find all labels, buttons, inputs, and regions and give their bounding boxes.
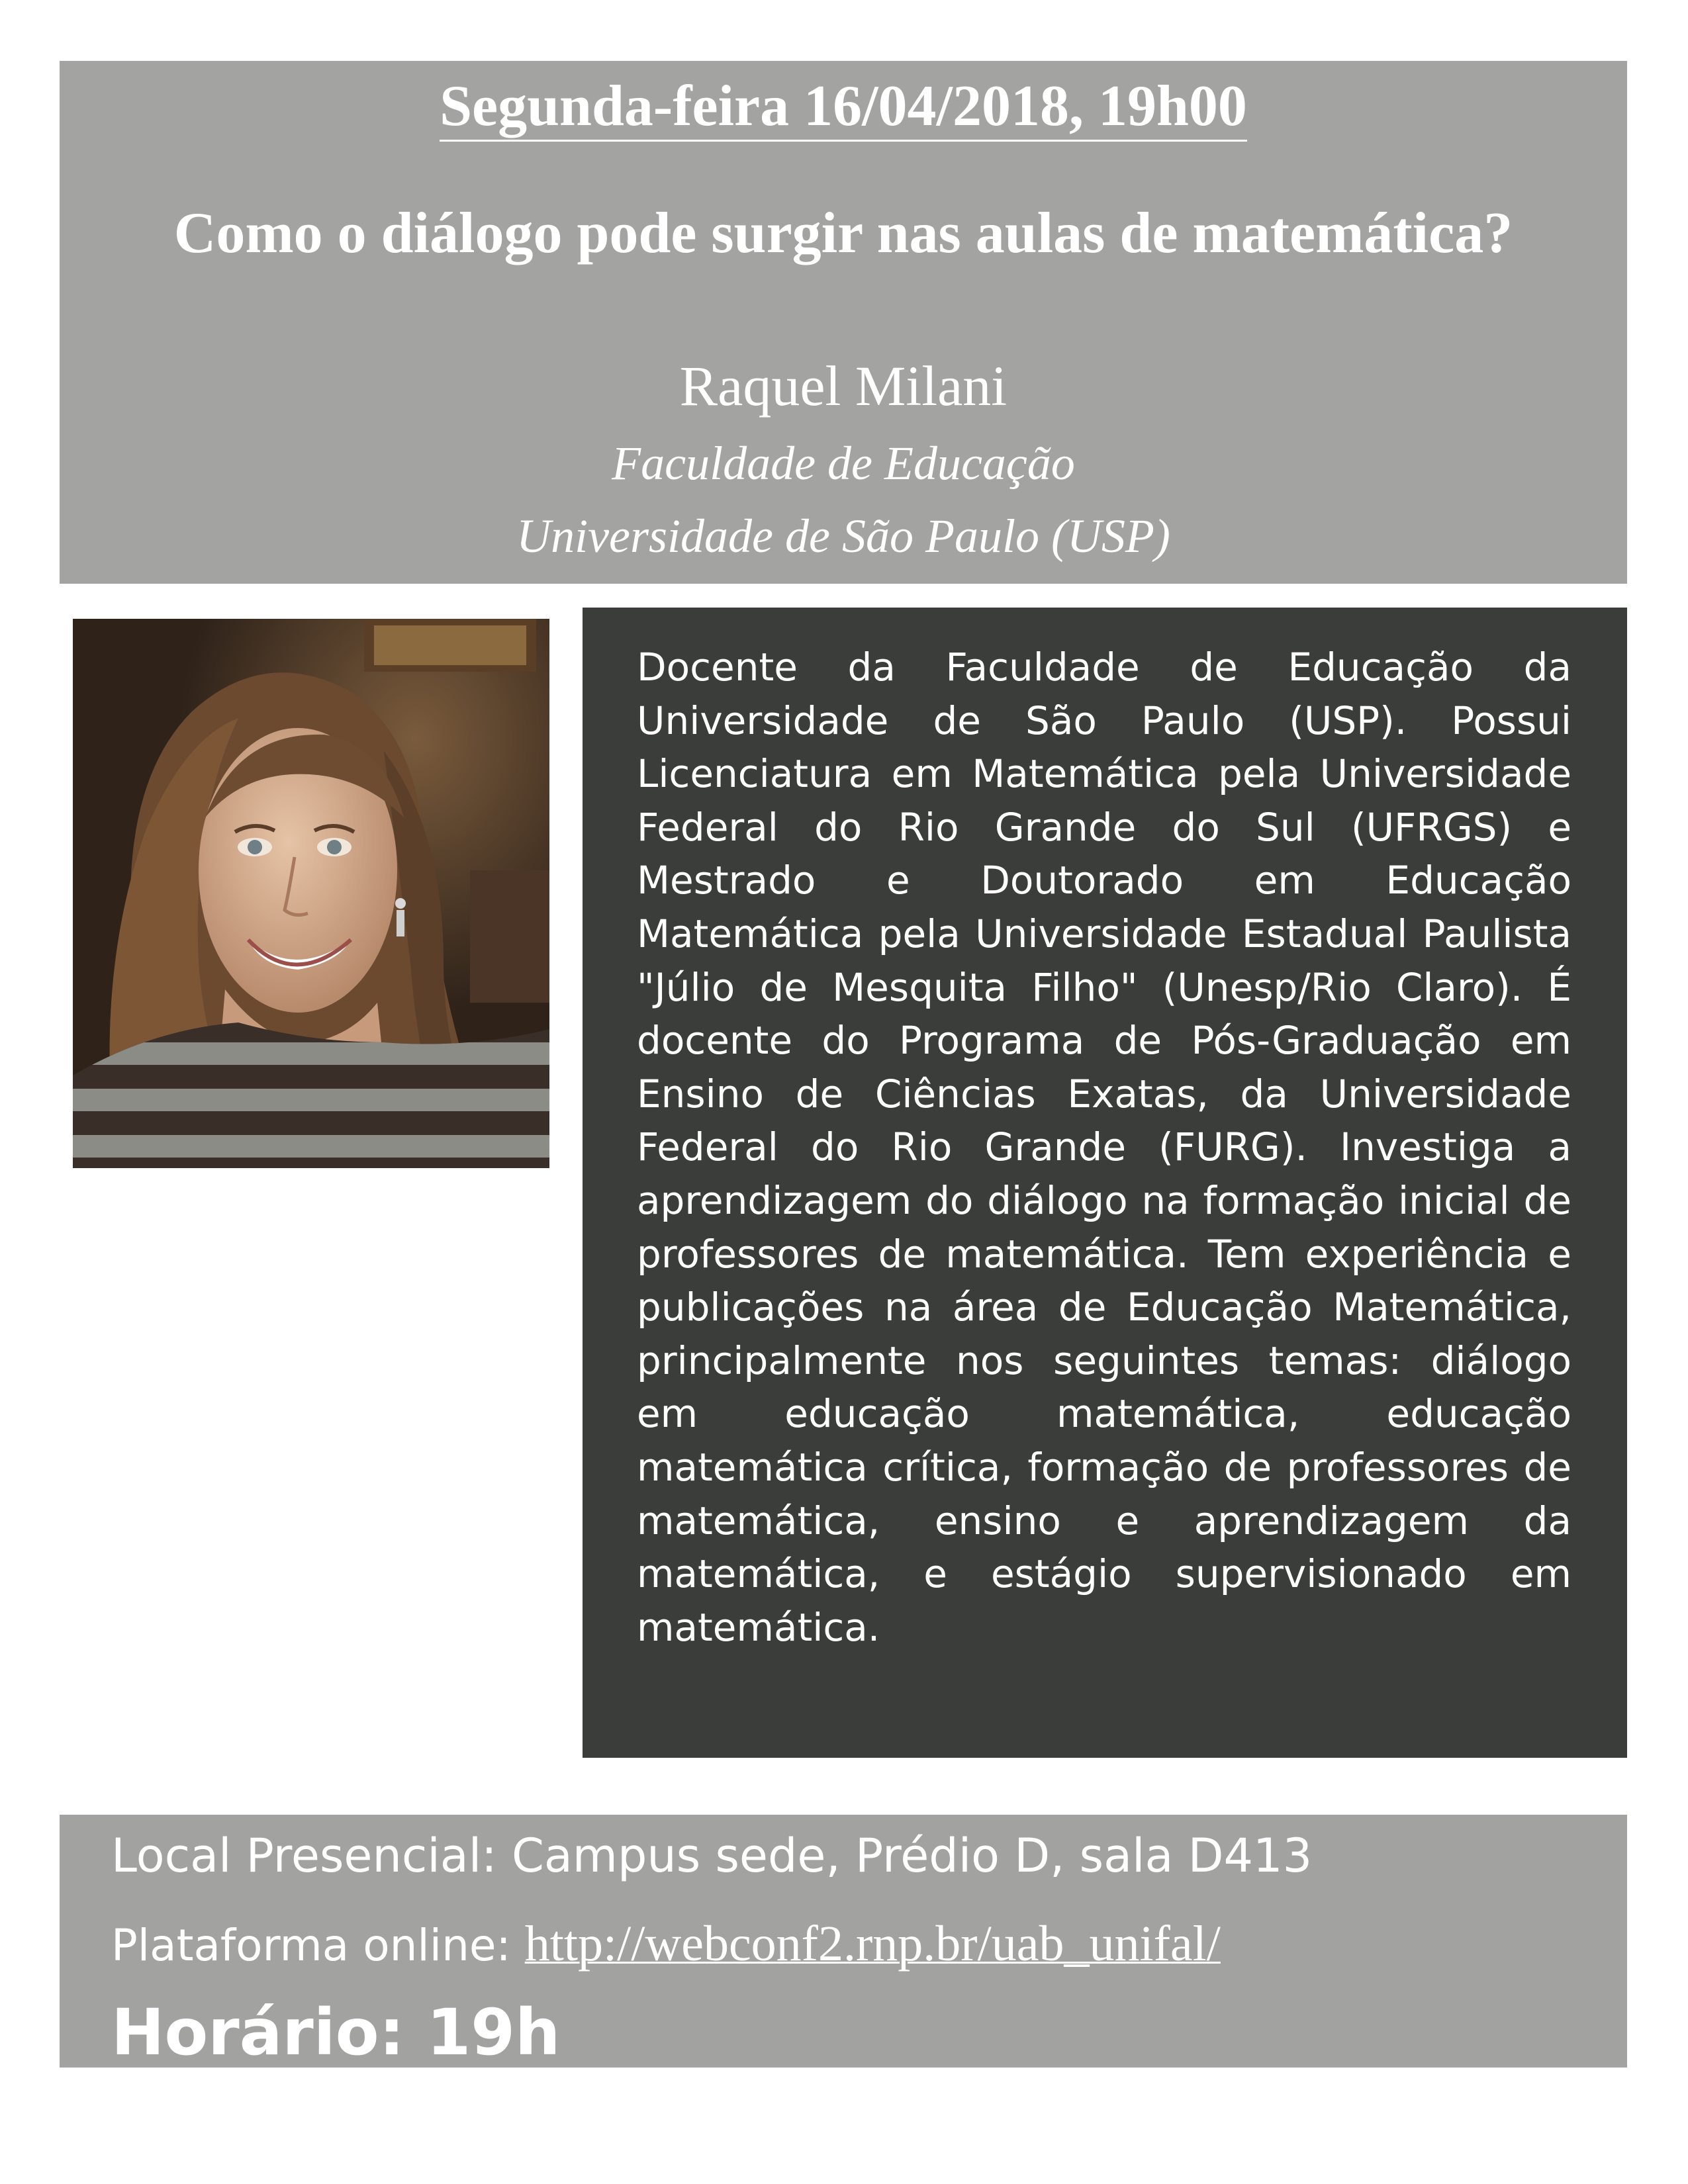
speaker-affiliation <box>60 427 1627 572</box>
affiliation-faculty: Faculdade de Educação <box>612 437 1075 490</box>
speaker-name: Raquel Milani <box>679 354 1008 418</box>
affiliation-university: Universidade de São Paulo (USP) <box>516 510 1170 563</box>
speaker-bio: Docente da Faculdade de Educação da Universidade de São Paulo (USP). Possui Licenciatura em Matemática pela Universidade Federal do Rio Grande do Sul (UFRGS) e Mestrado e Doutorado em Educação Matemática pela Universidade Estadual Paulista "Júlio de Mesquita Filho" (Unesp/Rio Claro). É docente do Programa de Pós-Graduação em Ensino de Ciências Exatas, da Universidade Federal do Rio Grande (FURG). Investiga a aprendizagem do diálogo na formação inicial de professores de matemática. Tem experiência e publicações na área de Educação Matemática, principalmente nos seguintes temas: diálogo em educação matemática, educação matemática crítica, formação de professores de matemática, ensino e aprendizagem da matemática, e estágio supervisionado em matemática. <box>637 645 1571 1650</box>
event-title: Como o diálogo pode surgir nas aulas de matemática? <box>173 201 1513 265</box>
bio-box <box>583 608 1627 1758</box>
event-date-text: Segunda-feira 16/04/2018, 19h00 <box>440 74 1247 142</box>
footer-box <box>60 1815 1627 2068</box>
online-platform-link[interactable]: http://webconf2.rnp.br/uab_unifal/ <box>524 1916 1221 1972</box>
online-platform <box>111 1914 1221 1974</box>
speaker-portrait-icon <box>73 619 549 1168</box>
header-box <box>60 61 1627 584</box>
event-location: Local Presencial: Campus sede, Prédio D, sala D413 <box>111 1829 1313 1883</box>
event-time: Horário: 19h <box>111 1995 561 2068</box>
speaker-photo <box>73 619 549 1168</box>
online-platform-label: Plataforma online: <box>111 1920 525 1971</box>
event-date-time <box>60 71 1627 142</box>
